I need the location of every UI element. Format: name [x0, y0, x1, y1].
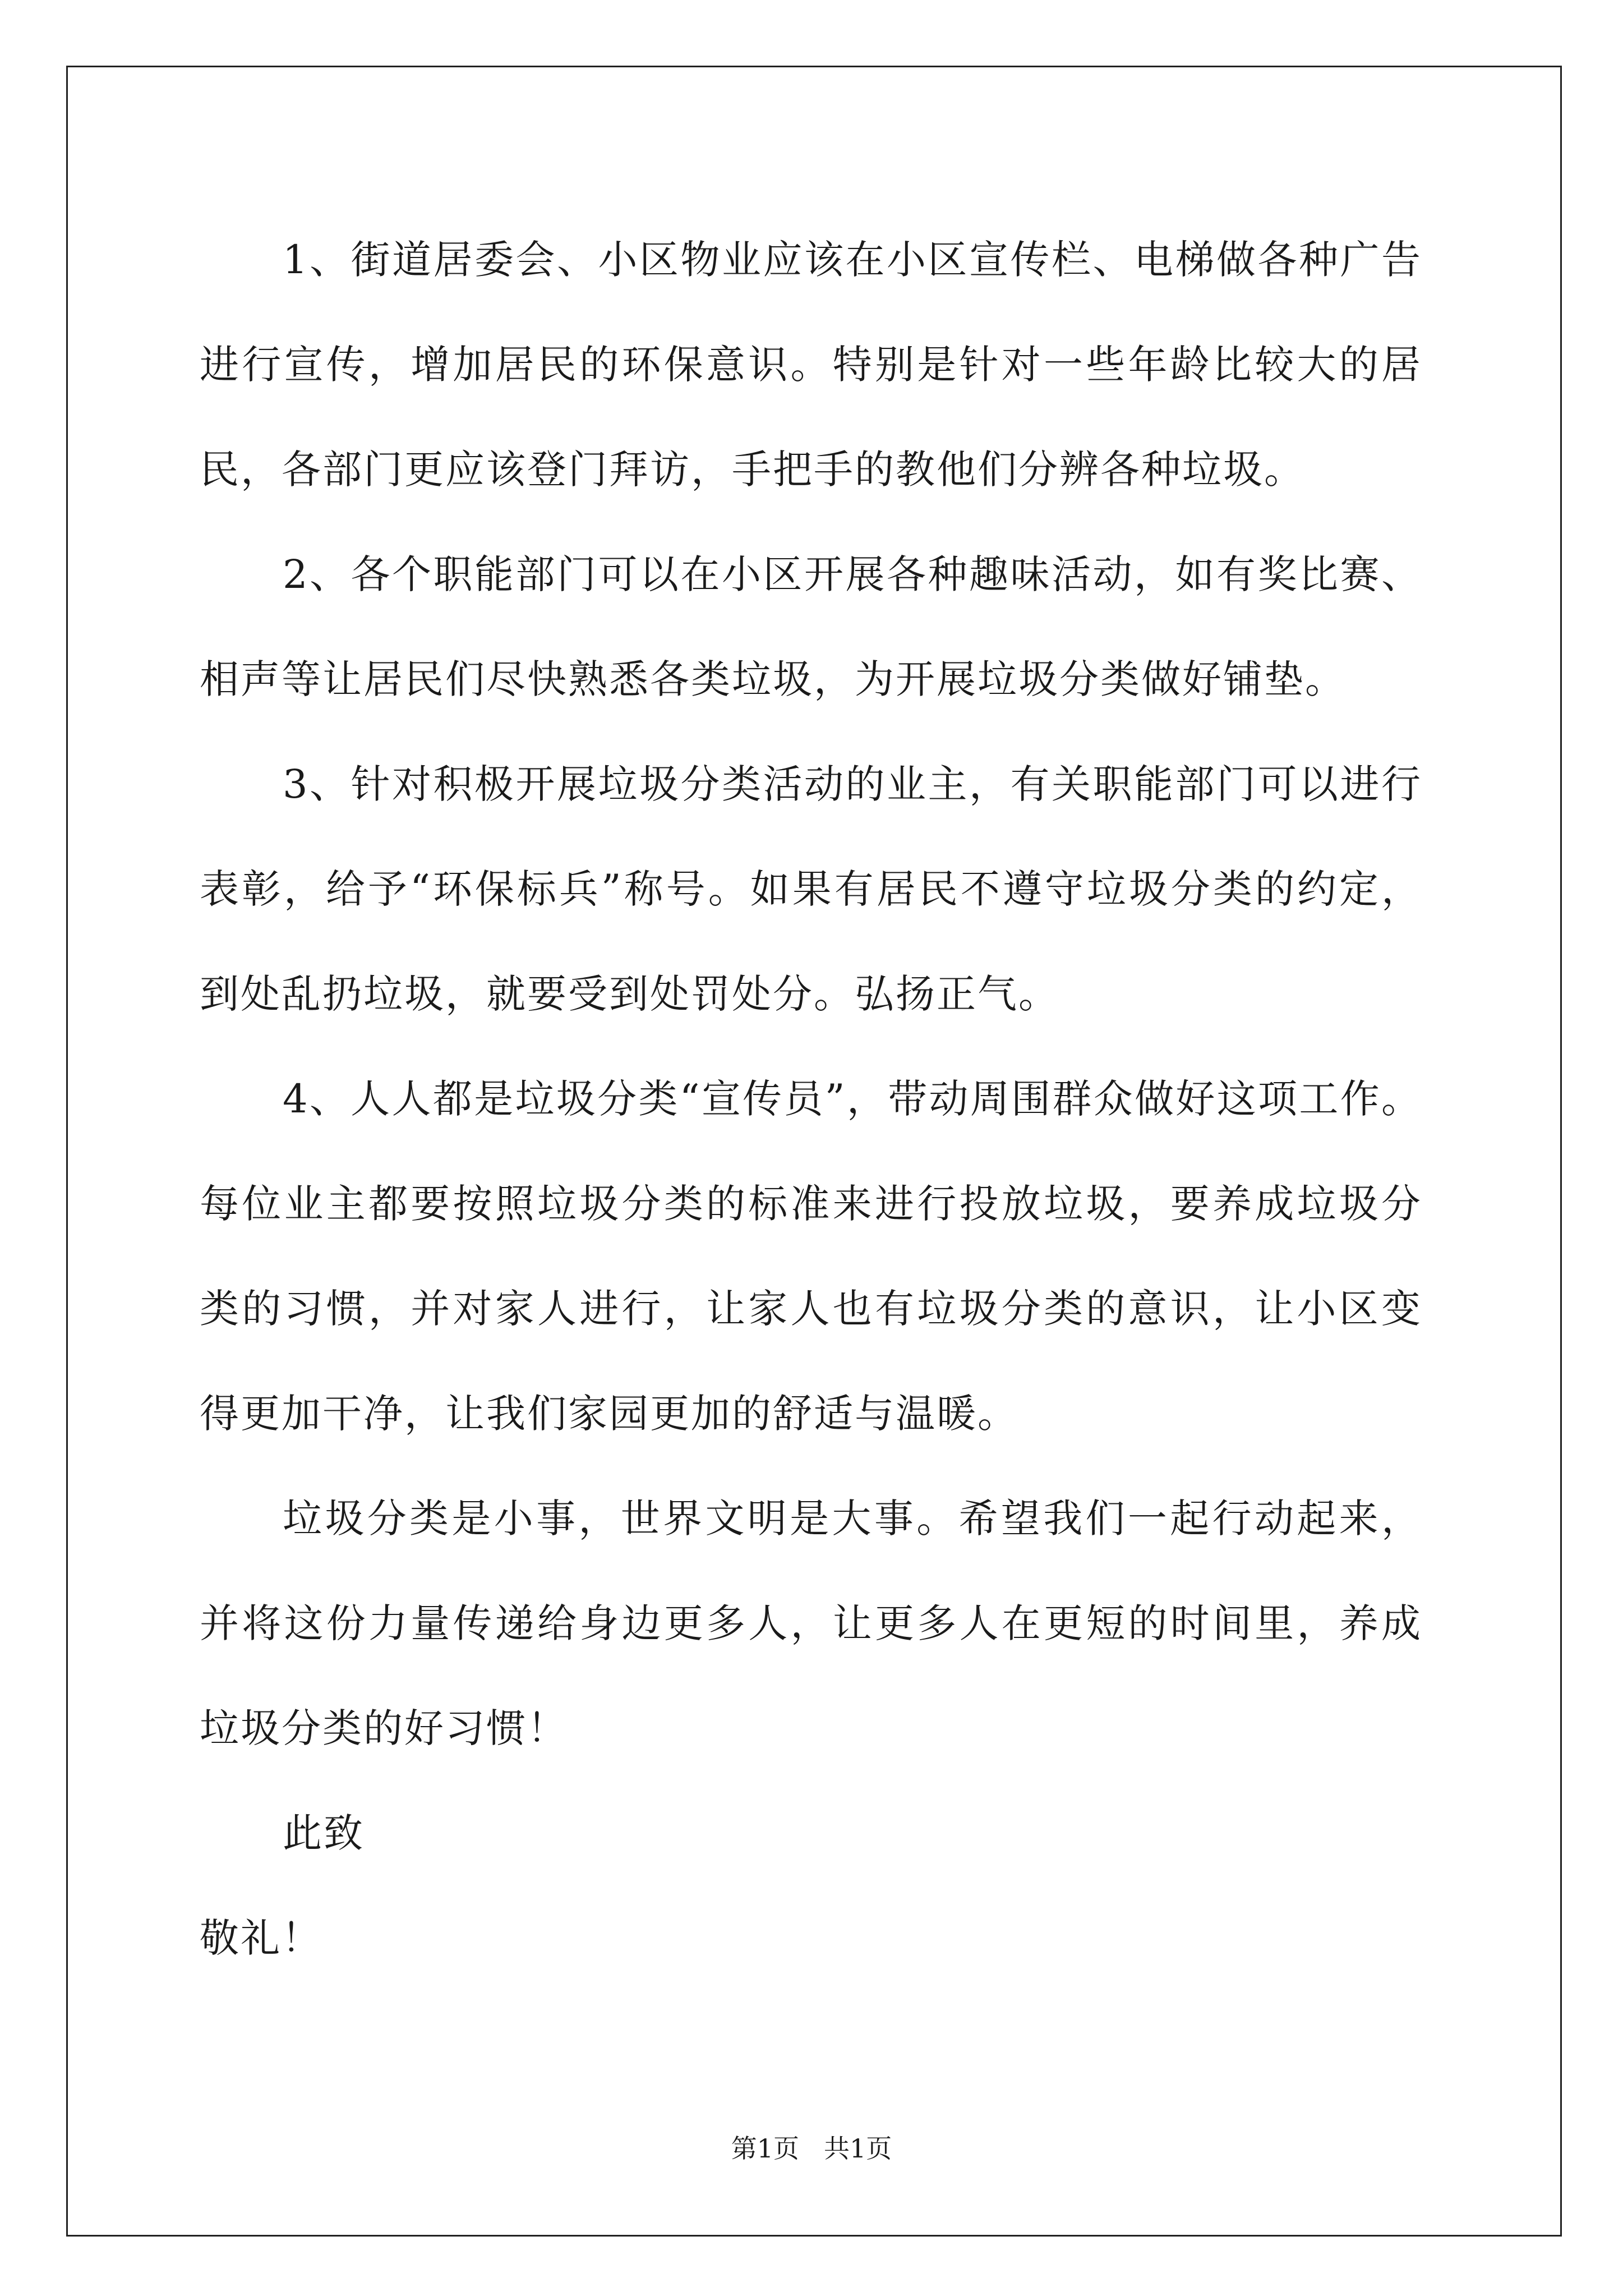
- paragraph-1: 1、街道居委会、小区物业应该在小区宣传栏、电梯做各种广告进行宣传，增加居民的环保意识。特别是针对一些年龄比较大的居民，各部门更应该登门拜访，手把手的教他们分辨各种垃圾。: [200, 237, 1422, 493]
- page-total: 共1页: [823, 2133, 892, 2164]
- document-body: [200, 208, 1422, 1991]
- paragraph-4: 4、人人都是垃圾分类“宣传员”，带动周围群众做好这项工作。每位业主都要按照垃圾分类的标准来进行投放垃圾，要养成垃圾分类的习惯，并对家人进行，让家人也有垃圾分类的意识，让小区变得更加干净，让我们家园更加的舒适与温暖。: [200, 1076, 1422, 1437]
- closing-text: 此致: [283, 1810, 365, 1856]
- paragraph-2: 2、各个职能部门可以在小区开展各种趣味活动，如有奖比赛、相声等让居民们尽快熟悉各类垃圾，为开展垃圾分类做好铺垫。: [200, 551, 1422, 702]
- page-number: 第1页: [731, 2133, 800, 2164]
- paragraph-3: 3、针对积极开展垃圾分类活动的业主，有关职能部门可以进行表彰，给予“环保标兵”称号。如果有居民不遵守垃圾分类的约定，到处乱扔垃圾，就要受到处罚处分。弘扬正气。: [200, 761, 1422, 1017]
- salutation-text: 敬礼！: [200, 1915, 322, 1961]
- paragraph-5: 垃圾分类是小事，世界文明是大事。希望我们一起行动起来，并将这份力量传递给身边更多人，让更多人在更短的时间里，养成垃圾分类的好习惯！: [200, 1496, 1422, 1751]
- page-footer: [0, 2132, 1623, 2165]
